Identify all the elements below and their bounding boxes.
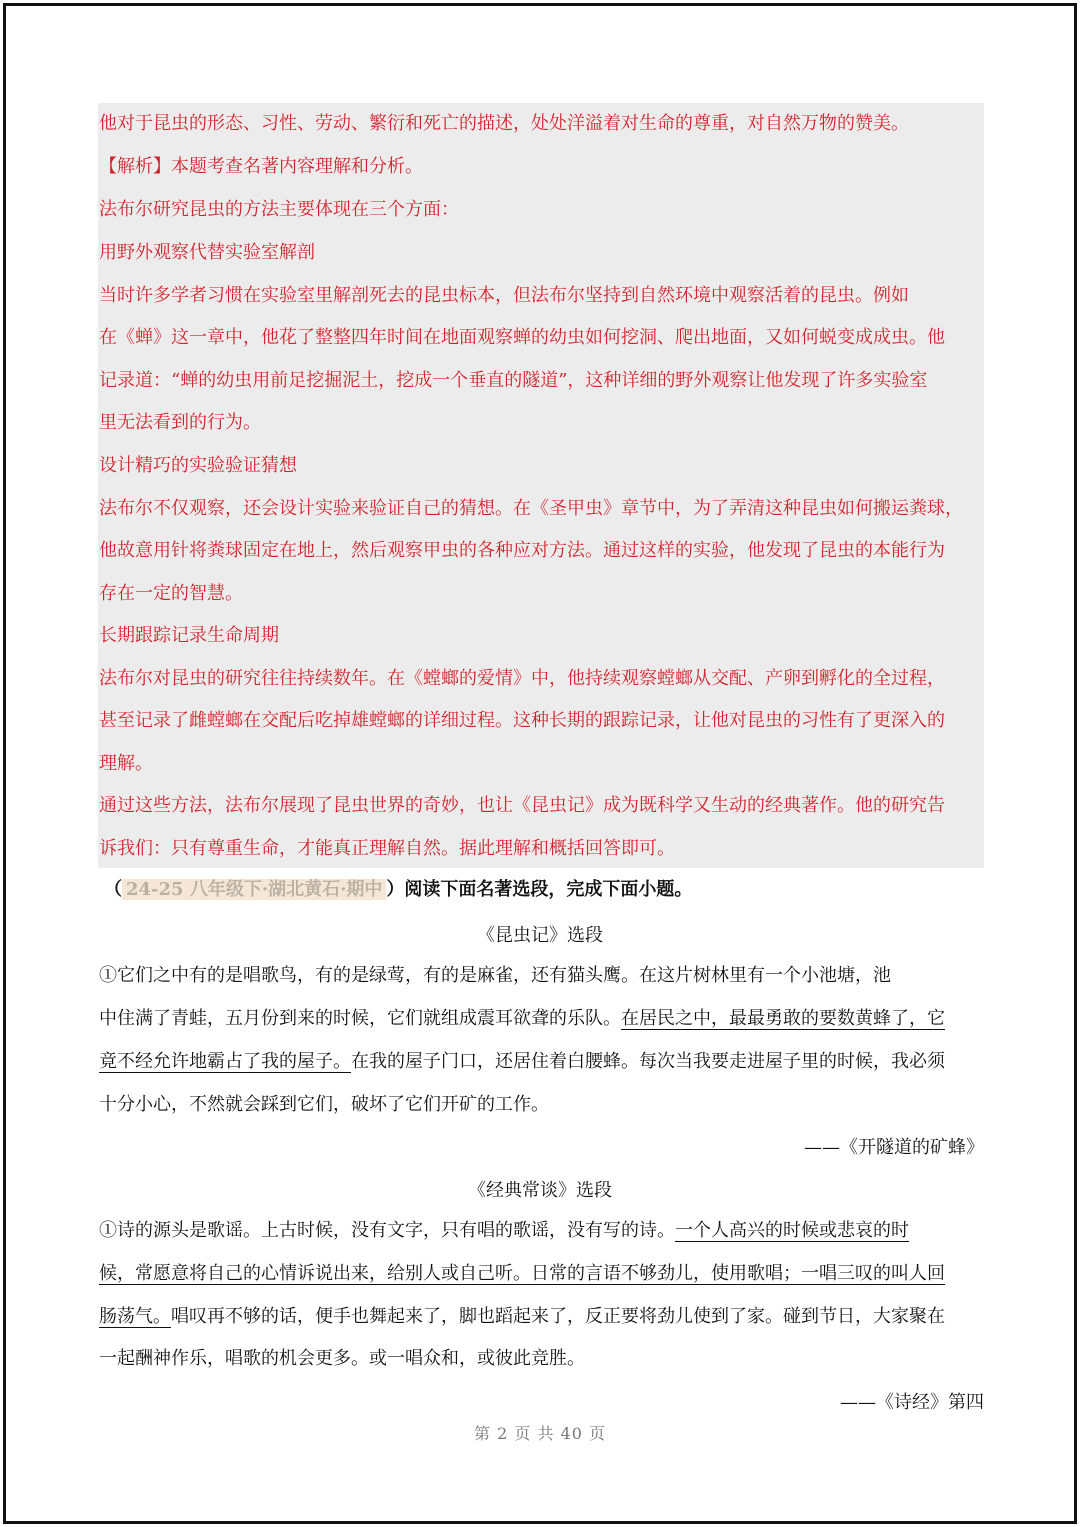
answer-line-5: 当时许多学者习惯在实验室里解剖死去的昆虫标本，但法布尔坚持到自然环境中观察活着的昆虫。例如	[99, 285, 909, 306]
method-heading-2: 设计精巧的实验验证猜想	[99, 455, 297, 476]
passage2-title: 《经典常谈》选段	[468, 1180, 612, 1201]
passage1-underlined-sentence-b: 竟不经允许地霸占了我的屋子。	[99, 1051, 351, 1072]
answer-line-7: 记录道：“蝉的幼虫用前足挖掘泥土，挖成一个垂直的隧道”，这种详细的野外观察让他发现了许多实验室	[99, 370, 928, 391]
passage1-line-4: 十分小心，不然就会踩到它们，破坏了它们开矿的工作。	[99, 1094, 549, 1115]
answer-line-10: 法布尔不仅观察，还会设计实验来验证自己的猜想。在《圣甲虫》章节中，为了弄清这种昆虫如何搬运粪球，	[99, 498, 963, 519]
answer-line-15: 甚至记录了雌螳螂在交配后吃掉雄螳螂的详细过程。这种长期的跟踪记录，让他对昆虫的习性有了更深入的	[99, 710, 945, 731]
answer-line-8: 里无法看到的行为。	[99, 412, 261, 433]
answer-line-17: 通过这些方法，法布尔展现了昆虫世界的奇妙，也让《昆虫记》成为既科学又生动的经典著作。他的研究告	[99, 795, 945, 816]
passage2-line-3-plain: 唱叹再不够的话，便手也舞起来了，脚也蹈起来了，反正要将劲儿使到了家。碰到节日，大家聚在	[171, 1306, 945, 1327]
passage1-source: ——《开隧道的矿蜂》	[804, 1137, 984, 1158]
method-heading-3: 长期跟踪记录生命周期	[99, 625, 279, 646]
answer-line-11: 他故意用针将粪球固定在地上，然后观察甲虫的各种应对方法。通过这样的实验，他发现了昆虫的本能行为	[99, 540, 945, 561]
question-open-paren: （	[104, 879, 122, 900]
page-number-footer: 第 2 页 共 40 页	[474, 1424, 606, 1443]
passage2-underlined-sentence-b: 候，常愿意将自己的心情诉说出来，给别人或自己听。	[99, 1263, 531, 1284]
passage2-line-1	[99, 1218, 909, 1244]
passage1-underlined-sentence-a: 在居民之中，最最勇敢的要数黄蜂了，它	[621, 1008, 945, 1029]
passage1-line-3	[99, 1049, 945, 1075]
answer-line-6: 在《蝉》这一章中，他花了整整四年时间在地面观察蝉的幼虫如何挖洞、爬出地面，又如何蜕变成成虫。他	[99, 327, 945, 348]
passage2-underlined-sentence-c: 日常的言语不够劲儿，使用歌唱；一唱三叹的叫人回	[531, 1263, 945, 1284]
passage1-line-2-plain: 中住满了青蛙，五月份到来的时候，它们就组成震耳欲聋的乐队。	[99, 1008, 621, 1029]
answer-line-18: 诉我们：只有尊重生命，才能真正理解自然。据此理解和概括回答即可。	[99, 838, 675, 859]
passage2-line-2	[99, 1261, 945, 1287]
answer-line-16: 理解。	[99, 753, 153, 774]
answer-line-3: 法布尔研究昆虫的方法主要体现在三个方面：	[99, 199, 459, 220]
passage2-line-1-plain: ①诗的源头是歌谣。上古时候，没有文字，只有唱的歌谣，没有写的诗。	[99, 1220, 675, 1241]
passage1-line-3-plain: 在我的屋子门口，还居住着白腰蜂。每次当我要走进屋子里的时候，我必须	[351, 1051, 945, 1072]
passage2-line-4: 一起酬神作乐，唱歌的机会更多。或一唱众和，或彼此竞胜。	[99, 1348, 585, 1369]
question-instruction: ）阅读下面名著选段，完成下面小题。	[386, 879, 693, 900]
passage2-underlined-sentence-d: 肠荡气。	[99, 1306, 171, 1327]
question-heading	[104, 877, 692, 903]
passage2-underlined-sentence-a: 一个人高兴的时候或悲哀的时	[675, 1220, 909, 1241]
answer-line-14: 法布尔对昆虫的研究往往持续数年。在《螳螂的爱情》中，他持续观察螳螂从交配、产卵到孵化的全过程，	[99, 668, 945, 689]
passage1-line-2	[99, 1006, 945, 1032]
answer-line-12: 存在一定的智慧。	[99, 583, 243, 604]
answer-line-1: 他对于昆虫的形态、习性、劳动、繁衍和死亡的描述，处处洋溢着对生命的尊重，对自然万物的赞美。	[99, 113, 909, 134]
passage2-source: ——《诗经》第四	[840, 1392, 984, 1413]
question-source-tag: 24-25 八年级下·湖北黄石·期中	[122, 879, 386, 900]
passage2-line-3	[99, 1304, 945, 1330]
passage1-title: 《昆虫记》选段	[477, 925, 603, 946]
analysis-heading: 【解析】本题考查名著内容理解和分析。	[99, 156, 423, 177]
passage1-line-1: ①它们之中有的是唱歌鸟，有的是绿莺，有的是麻雀，还有猫头鹰。在这片树林里有一个小池塘，池	[99, 965, 891, 986]
method-heading-1: 用野外观察代替实验室解剖	[99, 242, 315, 263]
